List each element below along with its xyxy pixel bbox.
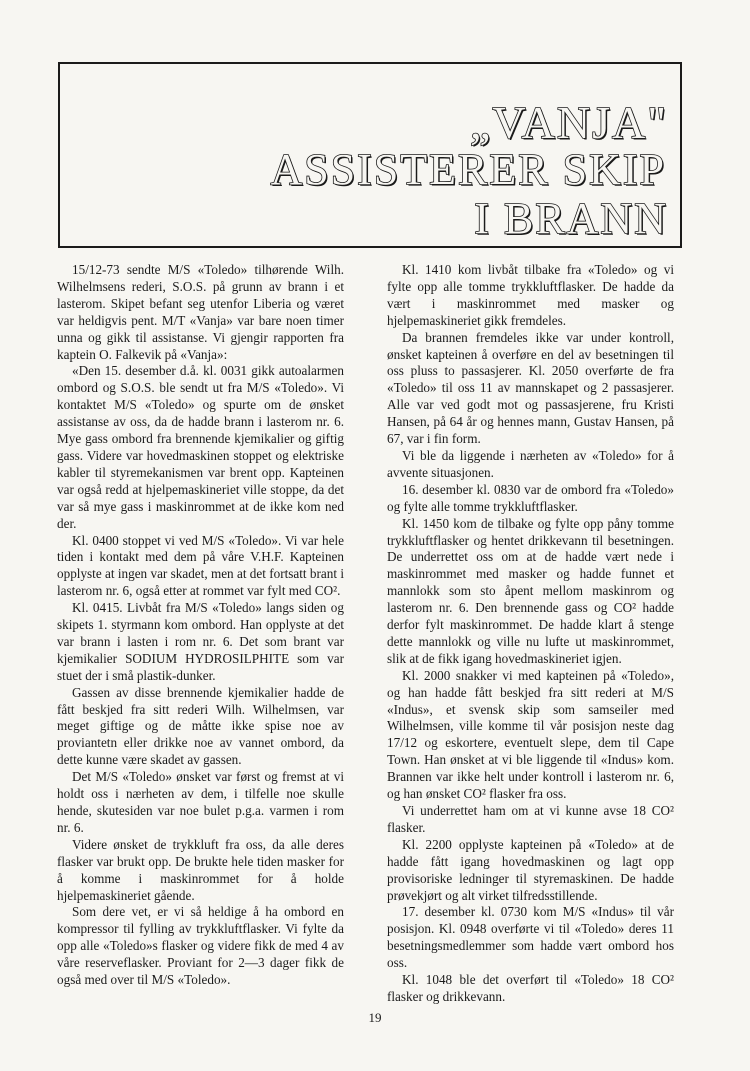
paragraph: Videre ønsket de trykkluft fra oss, da alle deres flasker var brukt opp. De brukte hele tiden masker for å komme i maskinrommet for å holde hjelpemaskineriet gående.: [57, 836, 344, 903]
paragraph: 15/12-73 sendte M/S «Toledo» tilhørende Wilh. Wilhelmsens rederi, S.O.S. på grunn av brann i et lasterom. Skipet befant seg utenfor Liberia og været var heldigvis pent. M/T «Vanja» var bare noen timer unna og gikk til assistanse. Vi gjengir rapporten fra kaptein O. Falkevik på «Vanja»:: [57, 262, 344, 362]
paragraph: Kl. 0400 stoppet vi ved M/S «Toledo». Vi var hele tiden i kontakt med dem på våre V.H.F. Kapteinen opplyste at ingen var skadet, men at det fortsatt brant i lasterom nr. 6, også etter at rommet var fylt med CO².: [57, 532, 344, 599]
page-number: 19: [368, 1010, 382, 1025]
left-column: [57, 262, 344, 989]
headline-line-1: „VANJA": [469, 97, 668, 148]
paragraph: Som dere vet, er vi så heldige å ha ombord en kompressor til fylling av trykkluftflasker. Vi fylte da opp alle «Toledo»s flasker og videre fikk de med 4 av våre reserveflasker. Proviant for 2—3 dager fikk de også med over til M/S «Toledo».: [57, 904, 344, 988]
paragraph: 16. desember kl. 0830 var de ombord fra «Toledo» og fylte alle tomme trykkluftflasker.: [387, 481, 674, 514]
paragraph: Kl. 1048 ble det overført til «Toledo» 18 CO² flasker og drikkevann.: [387, 972, 674, 1004]
paragraph: Vi underrettet ham om at vi kunne avse 18 CO² flasker.: [387, 803, 674, 835]
paragraph: Det M/S «Toledo» ønsket var først og fremst at vi holdt oss i nærheten av dem, i tilfelle noe skulle hende, skutesiden var noe bulet p.g.a. varmen i rom nr. 6.: [57, 769, 344, 835]
paragraph: Kl. 1450 kom de tilbake og fylte opp påny tomme trykkluftflasker og hentet drikkevann til besetningen. De underrettet oss om at de hadde vært nede i maskinrommet med masker og hadde funnet et mannlokk som sto åpent mellom maskinrom og lasterom nr. 6. Den brennende gass og CO² hadde derfor fylt maskinrommet. De hadde klart å stenge dette mannlokk og ville nu lufte ut maskinrommet, slik at de fikk igang hovedmaskineriet igjen.: [387, 515, 674, 666]
paragraph: 17. desember kl. 0730 kom M/S «Indus» til vår posisjon. Kl. 0948 overførte vi til «Toledo» deres 11 besetningsmedlemmer som hadde vært ombord hos oss.: [387, 904, 674, 971]
paragraph: Kl. 0415. Livbåt fra M/S «Toledo» langs siden og skipets 1. styrmann kom ombord. Han opplyste at det var brann i lasten i rom nr. 6. Det som brant var kjemikalier SODIUM HYDROSILPHITE som var stuet der i små plastik-dunker.: [57, 600, 344, 683]
paragraph: «Den 15. desember d.å. kl. 0031 gikk autoalarmen ombord og S.O.S. ble sendt ut fra M/S «Toledo». Vi kontaktet M/S «Toledo» og spurte om de ønsket assistanse av oss, da de hadde brann i lasterom nr. 6. Mye gass ombord fra brennende kjemikalier og giftig gass. Videre var hovedmaskinen stoppet og elektriske kabler til styremekanismen var brent opp. Kapteinen var også redd at hjelpemaskineriet ville stoppe, da det var så mye gass i maskinrommet at de ikke kom ned der.: [57, 363, 344, 531]
headline-line-2: ASSISTERER SKIP: [270, 145, 666, 194]
title-box: [58, 62, 682, 248]
paragraph: Kl. 2000 snakker vi med kapteinen på «Toledo», og han hadde fått beskjed fra sitt rederi at M/S «Indus», et svensk skip som samseiler med Wilhelmsen, ville komme til vår posisjon neste dag 17/12 og eskortere, eventuelt slepe, dem til Cape Town. Han ønsket at vi ble liggende til «Indus» kom. Brannen var ikke helt under kontroll i lasterom nr. 6, og han ønsket CO² flasker fra oss.: [387, 667, 674, 802]
paragraph: Kl. 1410 kom livbåt tilbake fra «Toledo» og vi fylte opp alle tomme trykkluftflasker. De hadde da vært i maskinrommet med masker og hjelpemaskineriet gikk fremdeles.: [387, 262, 674, 328]
paragraph: Da brannen fremdeles ikke var under kontroll, ønsket kapteinen å overføre en del av besetningen til oss pluss to passasjerer. Kl. 2050 overførte de fra «Toledo» til oss 11 av mannskapet og 2 passasjerer. Alle var ved godt mot og passasjerene, fru Kristi Hansen, på 64 år og hennes mann, Gustav Hansen, på 67, var i fin form.: [387, 329, 674, 447]
paragraph: Vi ble da liggende i nærheten av «Toledo» for å avvente situasjonen.: [387, 447, 674, 480]
paragraph: Gassen av disse brennende kjemikalier hadde de fått beskjed fra sitt rederi Wilh. Wilhelmsen, var meget giftige og de måtte ikke spise noe av proviantetn eller drikke noe av vannet ombord, da dette kunne være skadet av gassen.: [57, 684, 344, 768]
headline-line-3: I BRANN: [474, 194, 668, 243]
right-column: [387, 262, 674, 1006]
paragraph: Kl. 2200 opplyste kapteinen på «Toledo» at de hadde fått igang hovedmaskinen og lagt opp provisoriske ledninger til styremaskinen. De hadde prøvekjørt og alt virket tilfredsstillende.: [387, 836, 674, 903]
